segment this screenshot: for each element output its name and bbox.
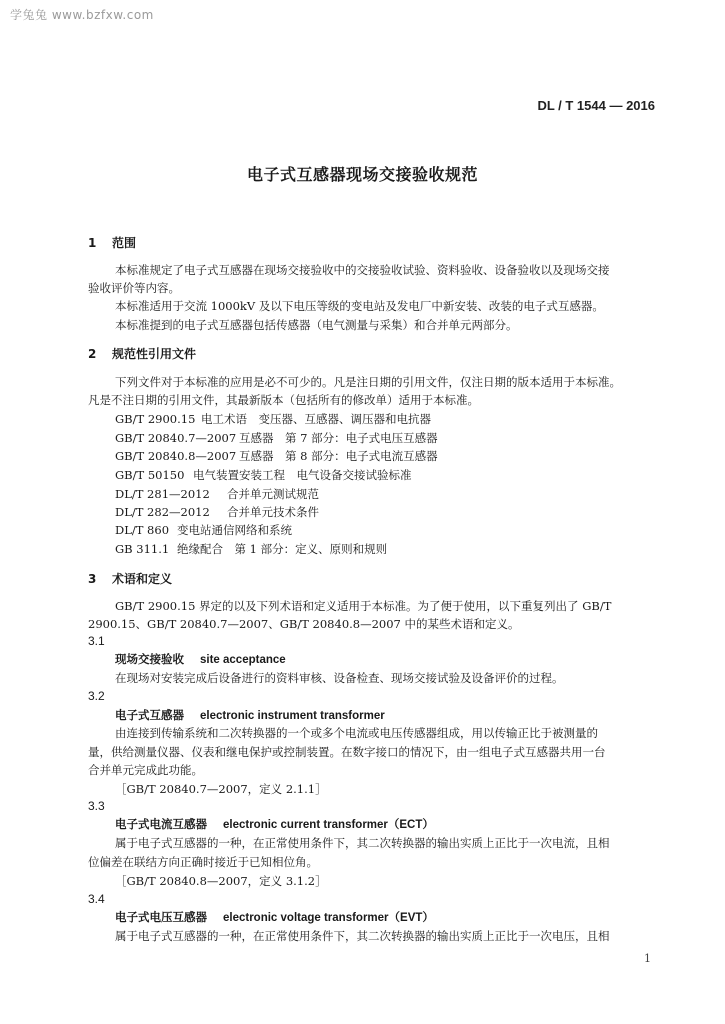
- term-heading: 现场交接验收 site acceptance: [115, 652, 286, 666]
- page-number: 1: [644, 952, 651, 965]
- clause-number: 3.4: [88, 892, 105, 906]
- reference-item: DL/T 860 变电站通信网络和系统: [115, 523, 292, 537]
- reference-item: GB 311.1 绝缘配合 第 1 部分：定义、原则和规则: [115, 542, 388, 556]
- clause-number: 3.1: [88, 634, 105, 648]
- reference-item: GB/T 50150 电气装置安装工程 电气设备交接试验标准: [115, 468, 412, 482]
- paragraph: 本标准提到的电子式互感器包括传感器（电气测量与采集）和合并单元两部分。: [115, 318, 518, 332]
- document-title: 电子式互感器现场交接验收规范: [246, 165, 478, 184]
- term-definition: 合并单元完成此功能。: [88, 763, 203, 777]
- clause-number: 3.3: [88, 799, 105, 813]
- section-3-heading: 3 术语和定义: [88, 572, 173, 586]
- paragraph: 下列文件对于本标准的应用是必不可少的。凡是注日期的引用文件，仅注日期的版本适用于本标准。: [115, 375, 621, 389]
- clause-number: 3.2: [88, 689, 105, 703]
- term-definition: 在现场对安装完成后设备进行的资料审核、设备检查、现场交接试验及设备评价的过程。: [115, 671, 564, 685]
- paragraph: 验收评价等内容。: [88, 281, 180, 295]
- term-heading: 电子式电压互感器 electronic voltage transformer（EVT）: [115, 910, 434, 924]
- term-source: ［GB/T 20840.7—2007，定义 2.1.1］: [115, 782, 327, 796]
- reference-item: GB/T 2900.15 电工术语 变压器、互感器、调压器和电抗器: [115, 412, 431, 426]
- reference-item: DL/T 281—2012 合并单元测试规范: [115, 487, 319, 501]
- term-heading: 电子式互感器 electronic instrument transformer: [115, 708, 385, 722]
- term-source: ［GB/T 20840.8—2007，定义 3.1.2］: [115, 874, 327, 888]
- paragraph: GB/T 2900.15 界定的以及下列术语和定义适用于本标准。为了便于使用，以下重复列出了 GB/T: [115, 599, 612, 613]
- paragraph: 2900.15、GB/T 20840.7—2007、GB/T 20840.8—2007 中的某些术语和定义。: [88, 617, 520, 631]
- document-number: DL / T 1544 — 2016: [537, 98, 655, 113]
- section-2-heading: 2 规范性引用文件: [88, 347, 197, 361]
- section-1-heading: 1 范围: [88, 236, 137, 250]
- term-definition: 属于电子式互感器的一种，在正常使用条件下，其二次转换器的输出实质上正比于一次电压，且相: [115, 929, 610, 943]
- reference-item: GB/T 20840.7—2007 互感器 第 7 部分：电子式电压互感器: [115, 431, 438, 445]
- watermark: 学兔兔 www.bzfxw.com: [10, 8, 154, 22]
- paragraph: 凡是不注日期的引用文件，其最新版本（包括所有的修改单）适用于本标准。: [88, 393, 479, 407]
- term-heading: 电子式电流互感器 electronic current transformer（ECT）: [115, 817, 434, 831]
- term-definition: 量，供给测量仪器、仪表和继电保护或控制装置。在数字接口的情况下，由一组电子式互感器共用一台: [88, 745, 606, 759]
- term-definition: 属于电子式互感器的一种，在正常使用条件下，其二次转换器的输出实质上正比于一次电流，且相: [115, 836, 610, 850]
- term-definition: 位偏差在联结方向正确时接近于已知相位角。: [88, 855, 318, 869]
- reference-item: DL/T 282—2012 合并单元技术条件: [115, 505, 319, 519]
- paragraph: 本标准适用于交流 1000kV 及以下电压等级的变电站及发电厂中新安装、改装的电子式互感器。: [115, 299, 604, 313]
- reference-item: GB/T 20840.8—2007 互感器 第 8 部分：电子式电流互感器: [115, 449, 438, 463]
- paragraph: 本标准规定了电子式互感器在现场交接验收中的交接验收试验、资料验收、设备验收以及现场交接: [115, 263, 610, 277]
- term-definition: 由连接到传输系统和二次转换器的一个或多个电流或电压传感器组成，用以传输正比于被测量的: [115, 726, 598, 740]
